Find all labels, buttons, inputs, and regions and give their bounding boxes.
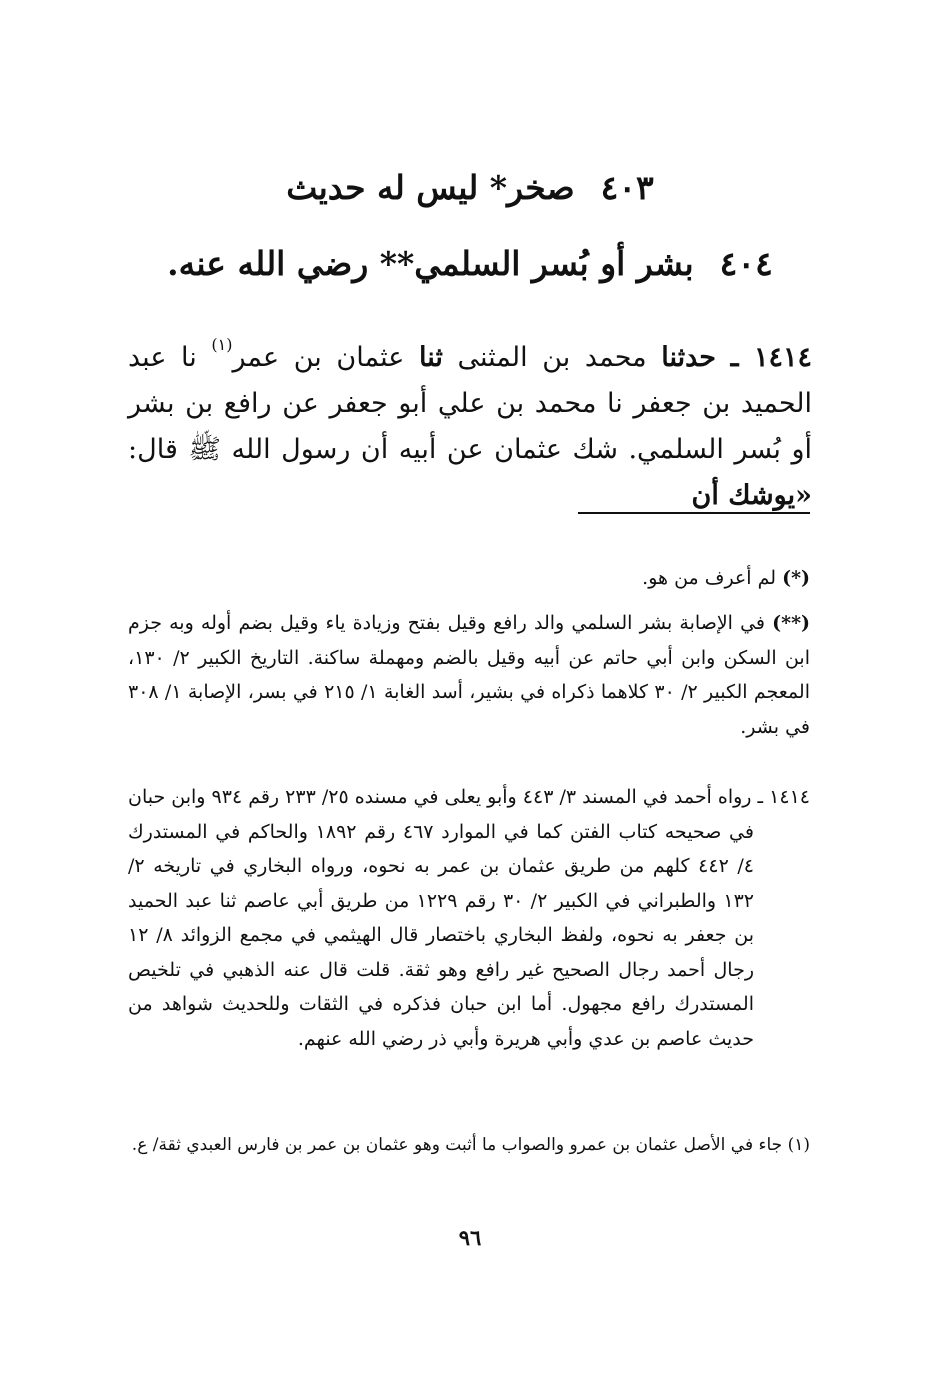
hadith-text bbox=[128, 335, 812, 519]
footnote-mark: (**) bbox=[772, 612, 810, 634]
footnote-mark: ١٤١٤ ـ bbox=[757, 786, 810, 808]
heading-text: صخر* ليس له حديث bbox=[286, 168, 575, 207]
footnote-text: لم أعرف من هو. bbox=[642, 567, 777, 589]
footnote-takhrij bbox=[128, 780, 810, 1056]
footnote-double-star bbox=[128, 606, 810, 744]
footnote-mark: (*) bbox=[782, 567, 810, 589]
footnote-ref: (١) bbox=[211, 335, 233, 354]
narrator-2: عثمان بن عمر bbox=[232, 342, 405, 373]
footnote-text: جاء في الأصل عثمان بن عمرو والصواب ما أثبت وهو عثمان بن عمر بن فارس العبدي ثقة/ ع. bbox=[131, 1135, 783, 1155]
footnote-mark: (١) bbox=[787, 1135, 810, 1155]
page-number: ٩٦ bbox=[458, 1225, 482, 1250]
footnote-separator bbox=[578, 512, 810, 514]
heading-403 bbox=[0, 166, 940, 210]
narration-verb: حدثنا bbox=[661, 342, 716, 373]
footnote-text: رواه أحمد في المسند ٣/ ٤٤٣ وأبو يعلى في مسنده ٢٥/ ٢٣٣ رقم ٩٣٤ وابن حبان في صحيحه كتاب الفتن كما في الموارد ٤٦٧ رقم ١٨٩٢ والحاكم في المستدرك ٤/ ٤٤٢ كلهم من طريق عثمان بن عمر به نحوه، ورواه البخاري في تاريخه ٢/ ١٣٢ والطبراني في الكبير ٢/ ٣٠ رقم ١٢٢٩ من طريق أبي عاصم ثنا عبد الحميد بن جعفر به نحوه، ولفظ البخاري باختصار قال الهيثمي في مجمع الزوائد ٨/ ١٢ رجال أحمد رجال الصحيح غير رافع وهو ثقة. قلت قال عنه الذهبي في تلخيص المستدرك رافع مجهول. أما ابن حبان فذكره في الثقات وللحديث شواهد من حديث عاصم بن عدي وأبي هريرة وأبي ذر رضي الله عنهم. bbox=[128, 786, 754, 1050]
footnote-star bbox=[128, 561, 810, 596]
heading-text: بشر أو بُسر السلمي** رضي الله عنه. bbox=[167, 244, 694, 283]
footnote-numbered bbox=[128, 1130, 810, 1161]
narrator-1: محمد بن المثنى bbox=[457, 342, 647, 373]
isnad-continuation: نا عبد الحميد بن جعفر نا محمد بن علي أبو جعفر عن رافع بن بشر أو بُسر السلمي. شك عثمان عن أبيه أن رسول الله ﷺ قال: bbox=[128, 342, 812, 465]
heading-number: ٤٠٣ bbox=[600, 168, 654, 207]
footnote-text: في الإصابة بشر السلمي والد رافع وقيل بفتح وزيادة ياء وقيل بضم أوله وبه جزم ابن السكن وابن أبي حاتم عن أبيه وقيل بالضم ومهملة ساكنة. التاريخ الكبير ٢/ ١٣٠، المعجم الكبير ٢/ ٣٠ كلاهما ذكراه في بشير، أسد الغابة ١/ ٢١٥ في بسر، الإصابة ١/ ٣٠٨ في بشر. bbox=[128, 612, 810, 738]
hadith-quote-start: «يوشك أن bbox=[691, 480, 812, 511]
hadith-number: ١٤١٤ ـ bbox=[730, 342, 812, 373]
heading-number: ٤٠٤ bbox=[719, 244, 773, 283]
narration-verb-2: ثنا bbox=[418, 342, 443, 373]
heading-404 bbox=[0, 242, 940, 286]
